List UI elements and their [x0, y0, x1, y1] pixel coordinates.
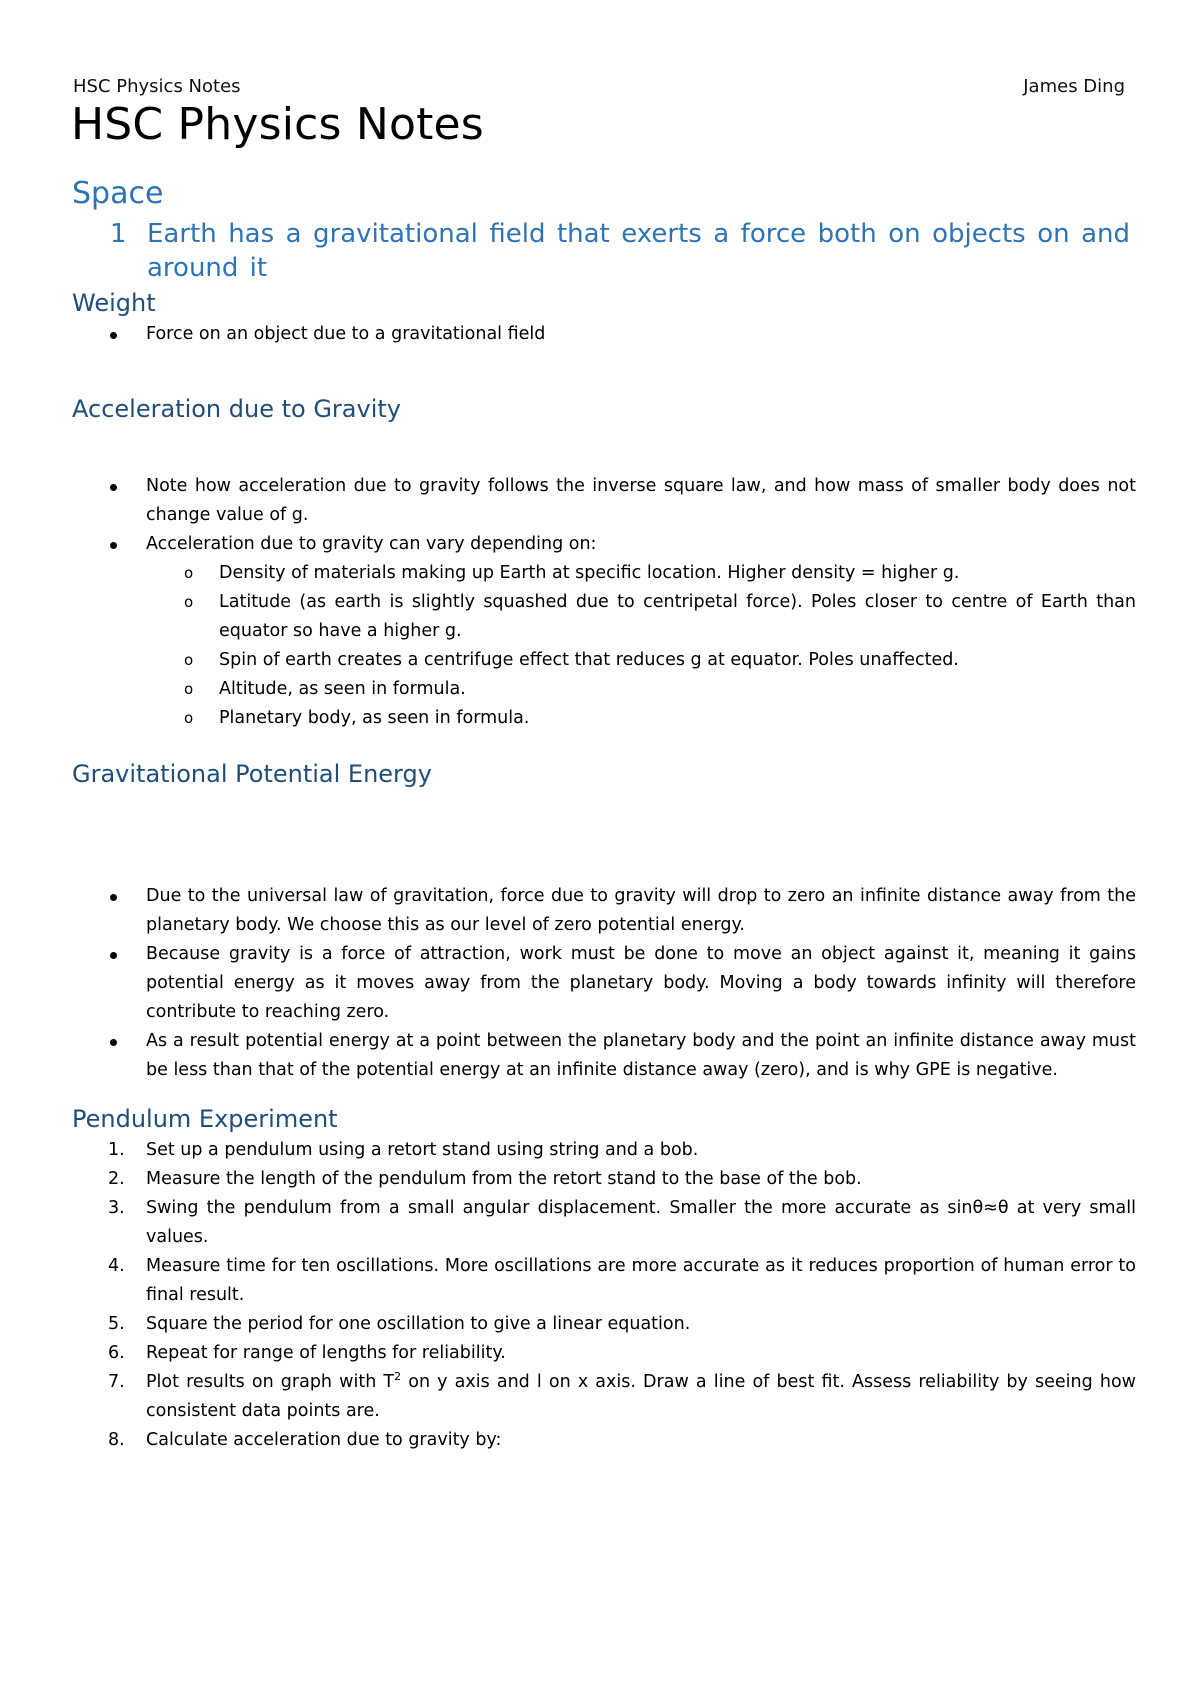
section-heading-space: Space: [72, 176, 164, 211]
sub-list-item-text: Spin of earth creates a centrifuge effect that reduces g at equator. Poles unaffected.: [219, 650, 959, 670]
list-item: [72, 1027, 1136, 1085]
step-text: Calculate acceleration due to gravity by:: [146, 1430, 502, 1450]
circle-bullet-icon: o: [184, 680, 194, 698]
step-number: 3.: [108, 1198, 125, 1218]
sub-list-item: [146, 646, 1136, 675]
bullet-icon: [110, 894, 117, 901]
subsection-number: 1: [110, 219, 127, 249]
circle-bullet-icon: o: [184, 651, 194, 669]
step-text-post: on y axis and l on x axis. Draw a line of best fit. Assess reliability by seeing how consistent data points are.: [146, 1372, 1136, 1421]
list-item-text: Because gravity is a force of attraction, work must be done to move an object against it, meaning it gains potential energy as it moves away from the planetary body. Moving a body towards infinity will therefore contribute to reaching zero.: [146, 944, 1136, 1022]
circle-bullet-icon: o: [184, 709, 194, 727]
sub-list-item: [146, 588, 1136, 646]
list-item-text: Note how acceleration due to gravity follows the inverse square law, and how mass of smaller body does not change value of g.: [146, 476, 1136, 525]
sub-list-item: [146, 675, 1136, 704]
step-number: 2.: [108, 1169, 125, 1189]
sub-list-item-text: Density of materials making up Earth at specific location. Higher density = higher g.: [219, 563, 960, 583]
acceleration-list: [72, 472, 1136, 733]
step-item: [72, 1165, 1136, 1194]
heading-pendulum: Pendulum Experiment: [72, 1105, 338, 1133]
step-text: Repeat for range of lengths for reliability.: [146, 1343, 506, 1363]
header-author: James Ding: [1023, 76, 1125, 97]
heading-acceleration: Acceleration due to Gravity: [72, 395, 401, 423]
step-item: [72, 1136, 1136, 1165]
circle-bullet-icon: o: [184, 593, 194, 611]
step-number: 7.: [108, 1372, 125, 1392]
step-text: Swing the pendulum from a small angular displacement. Smaller the more accurate as sinθ≈θ at very small values.: [146, 1198, 1136, 1247]
step-item: [72, 1426, 1136, 1455]
sub-list-item: [146, 559, 1136, 588]
subsection-heading: [110, 217, 1130, 285]
step-item: [72, 1252, 1136, 1310]
list-item: [72, 530, 1136, 733]
list-item: [72, 882, 1136, 940]
step-item: [72, 1339, 1136, 1368]
step-item: [72, 1310, 1136, 1339]
step-number: 8.: [108, 1430, 125, 1450]
sub-list-item-text: Planetary body, as seen in formula.: [219, 708, 530, 728]
list-item: [72, 940, 1136, 1027]
superscript: 2: [394, 1370, 402, 1384]
step-number: 4.: [108, 1256, 125, 1276]
list-item-text: Due to the universal law of gravitation, force due to gravity will drop to zero an infinite distance away from the planetary body. We choose this as our level of zero potential energy.: [146, 886, 1136, 935]
list-item-text: As a result potential energy at a point between the planetary body and the point an infinite distance away must be less than that of the potential energy at an infinite distance away (zero), and is why GPE is negative.: [146, 1031, 1136, 1080]
bullet-icon: [110, 484, 117, 491]
list-item: [72, 472, 1136, 530]
circle-bullet-icon: o: [184, 564, 194, 582]
list-item-text: Force on an object due to a gravitational field: [146, 324, 546, 344]
header-left-text: HSC Physics Notes: [73, 76, 241, 97]
weight-list: [72, 320, 1136, 349]
step-text: Set up a pendulum using a retort stand using string and a bob.: [146, 1140, 699, 1160]
bullet-icon: [110, 332, 117, 339]
step-text: Measure the length of the pendulum from the retort stand to the base of the bob.: [146, 1169, 862, 1189]
document-title: HSC Physics Notes: [71, 99, 484, 150]
sub-list-item-text: Altitude, as seen in formula.: [219, 679, 466, 699]
list-item-text: Acceleration due to gravity can vary depending on:: [146, 534, 597, 554]
heading-gpe: Gravitational Potential Energy: [72, 760, 432, 788]
list-item: [72, 320, 1136, 349]
sub-list-item-text: Latitude (as earth is slightly squashed due to centripetal force). Poles closer to centre of Earth than equator so have a higher g.: [219, 592, 1136, 641]
bullet-icon: [110, 1039, 117, 1046]
bullet-icon: [110, 952, 117, 959]
step-item: [72, 1368, 1136, 1426]
step-text: Measure time for ten oscillations. More oscillations are more accurate as it reduces proportion of human error to final result.: [146, 1256, 1136, 1305]
subsection-title: Earth has a gravitational field that exerts a force both on objects on and around it: [147, 219, 1130, 283]
gpe-list: [72, 882, 1136, 1085]
step-number: 6.: [108, 1343, 125, 1363]
step-text: Square the period for one oscillation to give a linear equation.: [146, 1314, 691, 1334]
step-number: 1.: [108, 1140, 125, 1160]
heading-weight: Weight: [72, 289, 156, 317]
sub-list-item: [146, 704, 1136, 733]
step-item: [72, 1194, 1136, 1252]
bullet-icon: [110, 542, 117, 549]
step-text-pre: Plot results on graph with T: [146, 1372, 395, 1392]
sub-list: [146, 559, 1136, 733]
step-number: 5.: [108, 1314, 125, 1334]
pendulum-steps: [72, 1136, 1136, 1455]
